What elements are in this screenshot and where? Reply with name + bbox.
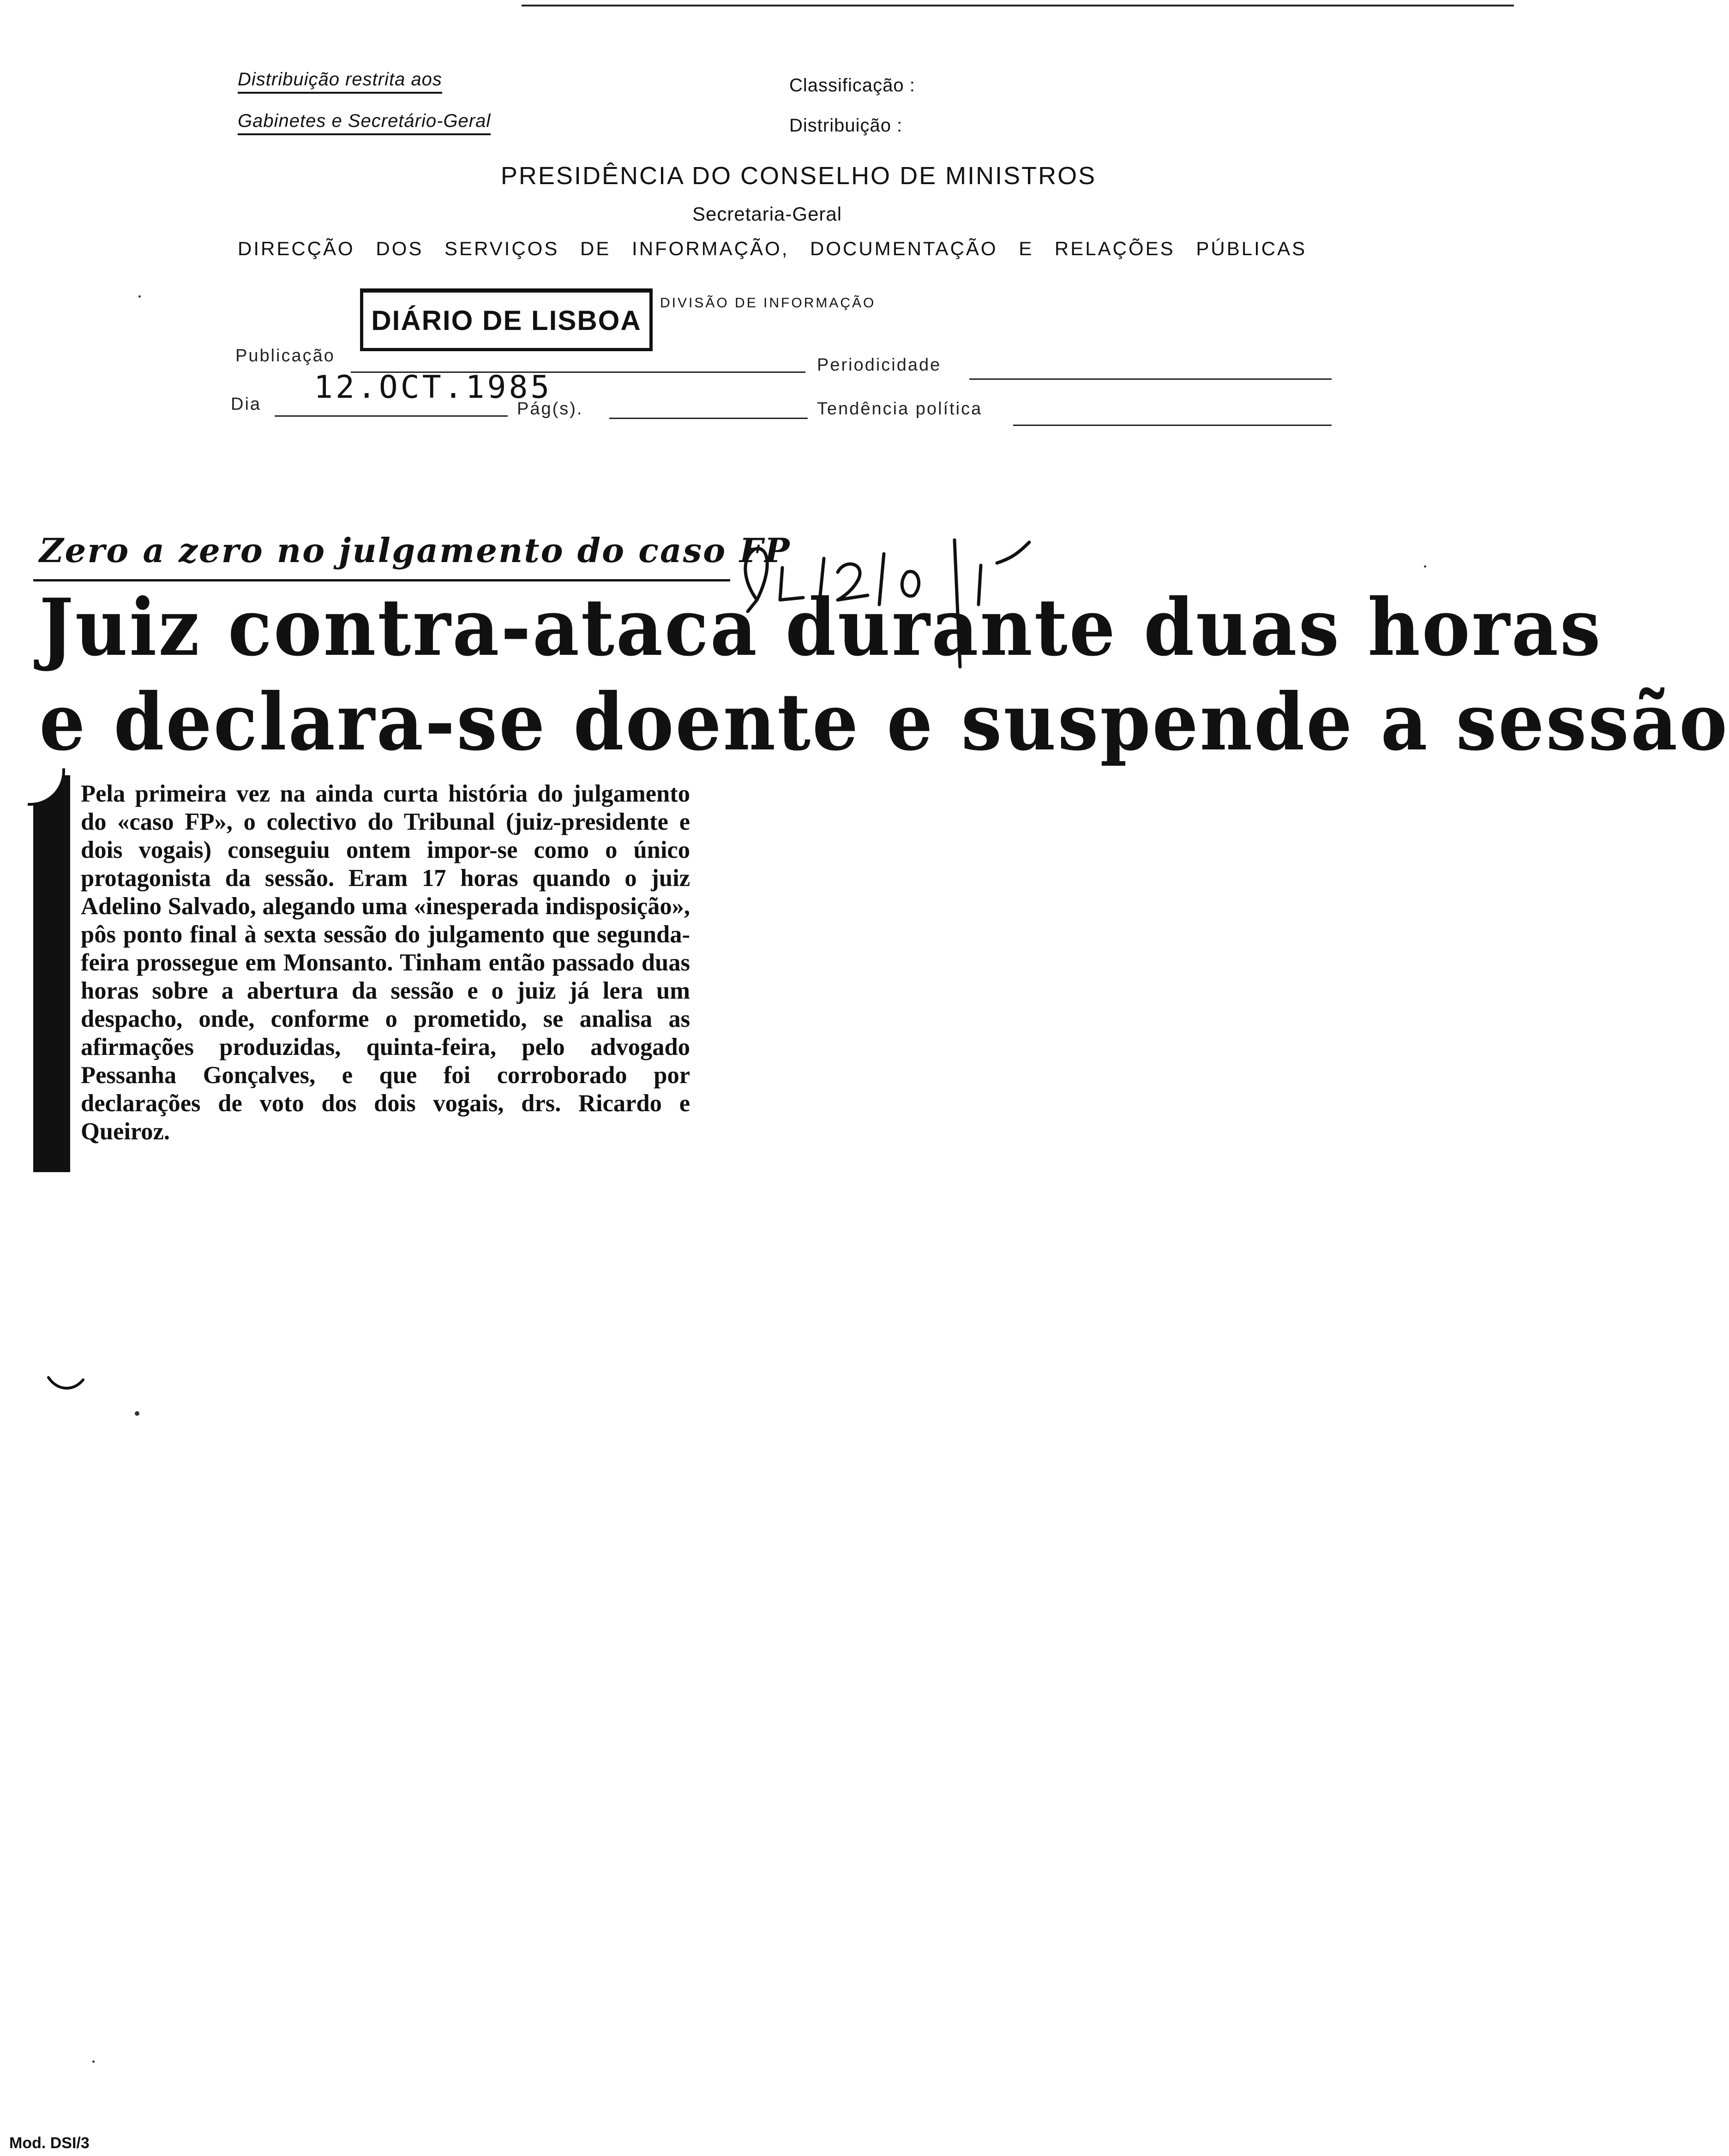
ink-speck [1424, 565, 1426, 568]
publication-stamp [360, 288, 653, 351]
article-lead: Pela primeira vez na ainda curta história do julgamento do «caso FP», o colectivo do Tribunal (juiz-presidente e dois vogais) conseguiu ontem impor-se como o único protagonista da sessão. Eram 17 horas quando o juiz Adelino Salvado, alegando uma «inesperada indisposição», pôs ponto final à sexta sessão do julgamento que segunda-feira prossegue em Monsanto. Tinham então passado duas horas sobre a abertura da sessão e o juiz já lera um despacho, onde, conforme o prometido, se analisa as afirmações produzidas, quinta-feira, pelo advogado Pessanha Gonçalves, e que foi corroborado por declarações de voto dos dois vogais, drs. Ricardo e Queiroz. [81, 780, 690, 1145]
periodicidade-label: Periodicidade [817, 355, 942, 375]
headline-line-1: Juiz contra-ataca durante duas horas [39, 581, 1603, 674]
date-stamp: 12.OCT.1985 [314, 369, 552, 406]
ink-speck [135, 1411, 139, 1416]
dia-line [275, 415, 508, 417]
tendencia-line [1013, 425, 1332, 426]
tendencia-label: Tendência política [817, 399, 983, 419]
paginas-line [609, 418, 808, 419]
periodicidade-line [969, 378, 1332, 380]
distribuicao-label: Distribuição : [789, 115, 903, 136]
paginas-label: Pág(s). [517, 399, 583, 419]
article-kicker: Zero a zero no julgamento do caso FP [39, 531, 791, 570]
distribution-line-2: Gabinetes e Secretário-Geral [238, 111, 491, 135]
direccao-line: DIRECÇÃO DOS SERVIÇOS DE INFORMAÇÃO, DOCUMENTAÇÃO E RELAÇÕES PÚBLICAS [238, 238, 1307, 259]
division-label: DIVISÃO DE INFORMAÇÃO [660, 295, 876, 311]
publication-name: DIÁRIO DE LISBOA [371, 305, 642, 336]
pen-mark [46, 1373, 88, 1396]
ink-speck [92, 2060, 95, 2063]
classificacao-label: Classificação : [789, 75, 915, 96]
publicacao-label: Publicação [235, 346, 335, 365]
secretaria-geral: Secretaria-Geral [692, 203, 842, 225]
form-code: Mod. DSI/3 [9, 2134, 90, 2152]
headline-line-2: e declara-se doente e suspende a sessão [39, 676, 1729, 768]
handwritten-note [729, 531, 1052, 669]
lead-drop-bar [33, 775, 70, 1172]
distribution-line-1: Distribuição restrita aos [238, 69, 442, 94]
ink-speck [138, 295, 141, 298]
dia-label: Dia [231, 395, 262, 414]
organization-title: PRESIDÊNCIA DO CONSELHO DE MINISTROS [500, 162, 1097, 190]
top-border-line [522, 5, 1514, 6]
